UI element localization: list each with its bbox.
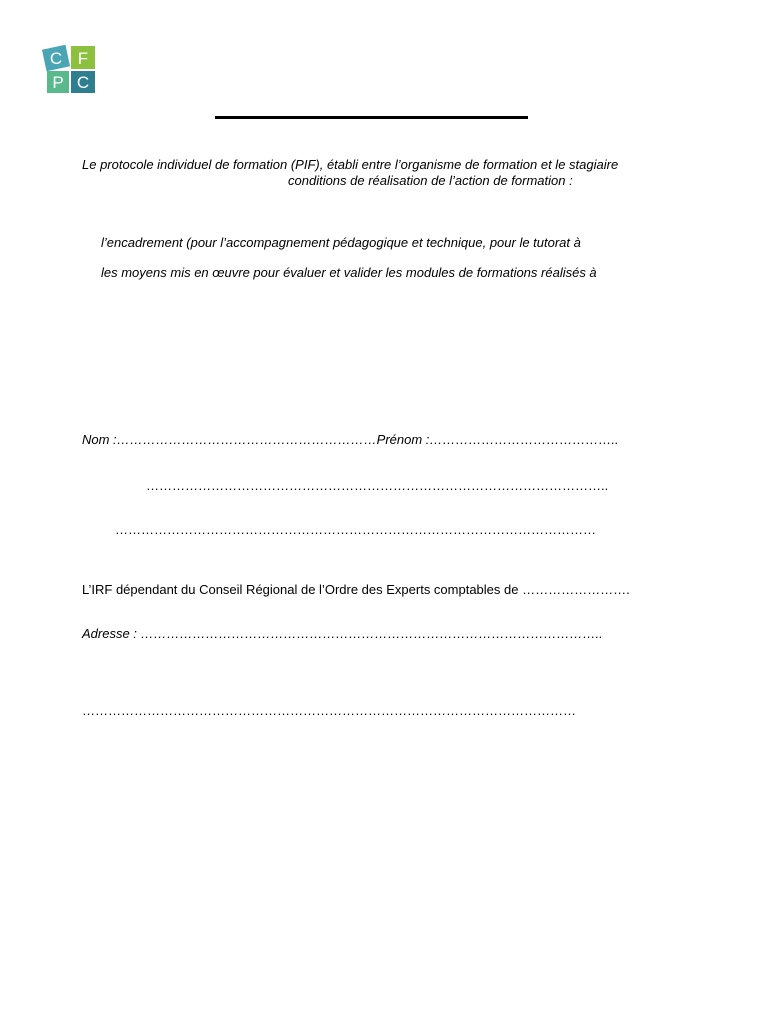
svg-text:F: F <box>77 49 89 68</box>
logo-tile-c-bottom <box>71 71 95 93</box>
adresse-field: Adresse : …………………………………………………………………………………………….. <box>82 626 603 641</box>
dotted-field-line-3: …………………………………………………………………………………………………… <box>82 703 576 718</box>
svg-text:C: C <box>76 73 90 92</box>
logo-tile-c-top <box>42 45 70 72</box>
dotted-field-line-1: …………………………………………………………………………………………….. <box>146 478 609 493</box>
dotted-field-line-2: ………………………………………………………………………………………………… <box>115 522 596 537</box>
logo-tile-p-bottom <box>47 71 69 93</box>
list-item-moyens-evaluation: les moyens mis en œuvre pour évaluer et valider les modules de formations réalisés à <box>101 265 597 280</box>
logo-tile-f-top <box>71 46 95 69</box>
svg-text:C: C <box>49 49 63 68</box>
title-underline <box>215 116 528 119</box>
cfpc-logo <box>42 43 98 95</box>
irf-field: L’IRF dépendant du Conseil Régional de l’Ordre des Experts comptables de ……………………. <box>82 582 630 597</box>
nom-prenom-field: Nom :……………………………………………………Prénom :…………………………………….. <box>82 432 619 447</box>
intro-line-2: conditions de réalisation de l’action de formation : <box>288 173 573 188</box>
intro-line-1: Le protocole individuel de formation (PIF), établi entre l’organisme de formation et le stagiaire <box>82 157 619 172</box>
list-item-encadrement: l’encadrement (pour l’accompagnement pédagogique et technique, pour le tutorat à <box>101 235 581 250</box>
svg-text:P: P <box>52 73 64 92</box>
